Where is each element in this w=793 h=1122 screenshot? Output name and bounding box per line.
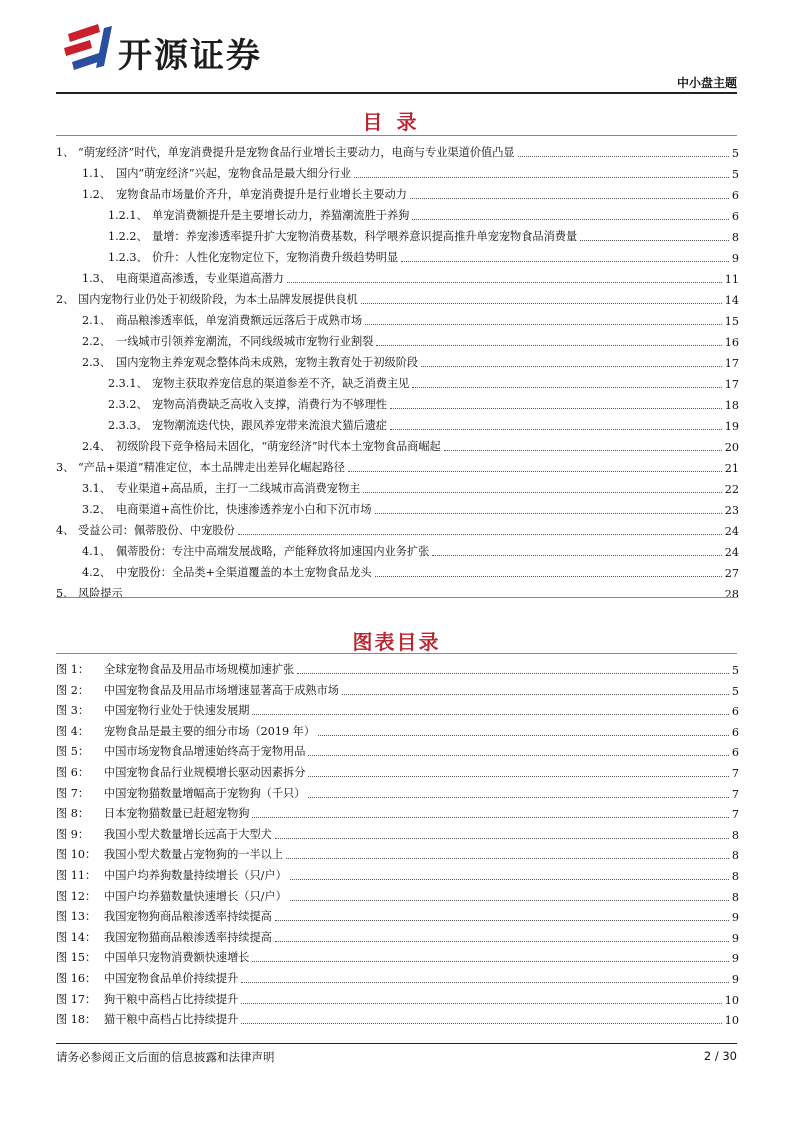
figure-entry-number: 图 17： bbox=[56, 992, 97, 1006]
toc-entry-page: 21 bbox=[724, 462, 739, 475]
figures-top-rule bbox=[56, 653, 737, 654]
toc-top-rule bbox=[56, 135, 737, 136]
toc-entry-page: 19 bbox=[724, 420, 739, 433]
figure-entry-page: 7 bbox=[731, 808, 739, 822]
leader-dots bbox=[421, 366, 722, 367]
toc-entry-text: 宠物食品市场量价齐升，单宠消费提升是行业增长主要动力 bbox=[116, 188, 407, 201]
leader-dots bbox=[375, 576, 722, 577]
leader-dots bbox=[318, 735, 729, 736]
toc-entry[interactable] bbox=[56, 559, 739, 580]
toc-entry[interactable] bbox=[56, 517, 739, 538]
leader-dots bbox=[308, 797, 728, 798]
leader-dots bbox=[432, 555, 721, 556]
toc-entry-text: 受益公司：佩蒂股份、中宠股份 bbox=[78, 524, 235, 537]
toc-entry-number: 1、 bbox=[56, 146, 75, 159]
toc-entry-page: 28 bbox=[724, 588, 739, 601]
leader-dots bbox=[290, 900, 729, 901]
toc-entry[interactable] bbox=[56, 160, 739, 181]
toc-entry[interactable] bbox=[56, 139, 739, 160]
leader-dots bbox=[241, 1003, 721, 1004]
leader-dots bbox=[390, 408, 722, 409]
figure-entry[interactable] bbox=[56, 780, 739, 801]
figure-entry-page: 9 bbox=[731, 973, 739, 986]
leader-dots bbox=[297, 673, 729, 674]
leader-dots bbox=[390, 429, 722, 430]
leader-dots bbox=[412, 387, 721, 388]
figure-entry[interactable] bbox=[56, 656, 739, 677]
figure-entry[interactable] bbox=[56, 944, 739, 965]
figure-entry-number: 图 1： bbox=[56, 663, 90, 676]
toc-entry-number: 4.2、 bbox=[82, 566, 111, 579]
figure-entry-text: 我国宠物猫商品粮渗透率持续提高 bbox=[104, 930, 272, 944]
figure-entry-number: 图 9： bbox=[56, 827, 90, 841]
toc-entry-text: 国内宠物主养宠观念整体尚未成熟，宠物主教育处于初级阶段 bbox=[116, 356, 419, 369]
toc-title: 目录 bbox=[362, 110, 431, 134]
figure-entry-text: 我国宠物狗商品粮渗透率持续提高 bbox=[104, 910, 272, 924]
toc-entry-page: 27 bbox=[724, 567, 739, 580]
toc-entry-number: 1.2.2、 bbox=[108, 230, 148, 243]
figure-entry-page: 6 bbox=[731, 746, 739, 760]
leader-dots bbox=[376, 345, 721, 346]
figure-entry-text: 狗干粮中高档占比持续提升 bbox=[104, 992, 239, 1006]
figure-entry-number: 图 16： bbox=[56, 972, 97, 985]
toc-entry-number: 2.1、 bbox=[82, 314, 111, 327]
toc-bottom-rule bbox=[56, 597, 737, 598]
toc-entry-page: 17 bbox=[724, 378, 739, 391]
toc-entry-page: 17 bbox=[724, 357, 739, 370]
toc-entry-text: 电商渠道高渗透，专业渠道高潜力 bbox=[116, 272, 284, 285]
figure-entry-number: 图 6： bbox=[56, 766, 90, 779]
figure-entry-page: 6 bbox=[731, 725, 739, 739]
figure-entry-page: 8 bbox=[731, 849, 739, 863]
toc-entry[interactable] bbox=[56, 307, 739, 328]
leader-dots bbox=[287, 282, 722, 283]
figure-entry-text: 我国小型犬数量占宠物狗的一半以上 bbox=[104, 848, 284, 862]
leader-dots bbox=[375, 513, 722, 514]
leader-dots bbox=[290, 879, 729, 880]
leader-dots bbox=[308, 755, 728, 756]
figure-entry[interactable] bbox=[56, 800, 739, 821]
leader-dots bbox=[401, 261, 729, 262]
toc-entry[interactable] bbox=[56, 412, 739, 433]
header-divider bbox=[56, 92, 737, 94]
leader-dots bbox=[275, 920, 729, 921]
leader-dots bbox=[286, 858, 729, 859]
toc-entry-text: 中宠股份：全品类+全渠道覆盖的本土宠物食品龙头 bbox=[116, 566, 372, 579]
figure-entry-page: 9 bbox=[731, 911, 739, 925]
figure-entry[interactable] bbox=[56, 738, 739, 759]
leader-dots bbox=[238, 534, 722, 535]
report-section-tag: 中小盘主题 bbox=[676, 76, 737, 90]
leader-dots bbox=[348, 471, 722, 472]
figure-entry-text: 中国户均养狗数量持续增长（只/户） bbox=[104, 869, 287, 882]
toc-entry-text: 风险提示 bbox=[78, 587, 123, 600]
toc-entry-text: 电商渠道+高性价比，快速渗透养宠小白和下沉市场 bbox=[116, 503, 372, 516]
toc-entry-number: 1.3、 bbox=[82, 272, 111, 285]
toc-entry-page: 11 bbox=[724, 273, 739, 286]
figure-entry-text: 中国市场宠物食品增速始终高于宠物用品 bbox=[104, 745, 306, 759]
leader-dots bbox=[580, 240, 729, 241]
toc-entry-page: 9 bbox=[731, 252, 739, 265]
toc-entry[interactable] bbox=[56, 202, 739, 223]
figure-entry-number: 图 18： bbox=[56, 1013, 97, 1027]
figure-entry-number: 图 10： bbox=[56, 848, 97, 862]
figure-entry[interactable] bbox=[56, 677, 739, 698]
toc-entry-page: 24 bbox=[724, 525, 739, 538]
leader-dots bbox=[308, 776, 728, 777]
toc-entry-text: 商品粮渗透率低，单宠消费额远远落后于成熟市场 bbox=[116, 314, 363, 327]
figures-title: 图表目录 bbox=[352, 630, 441, 654]
figure-entry-text: 猫干粮中高档占比持续提升 bbox=[104, 1013, 239, 1027]
figure-entry-page: 5 bbox=[731, 684, 739, 698]
figure-entry[interactable] bbox=[56, 821, 739, 842]
figure-entry-text: 中国户均养猫数量快速增长（只/户） bbox=[104, 889, 287, 903]
figure-entry-page: 8 bbox=[731, 870, 739, 883]
toc-entry-page: 24 bbox=[724, 546, 739, 559]
figure-entry-number: 图 12： bbox=[56, 889, 97, 903]
toc-entry-text: 宠物主获取养宠信息的渠道参差不齐，缺乏消费主见 bbox=[152, 377, 410, 390]
figure-entry-text: 中国宠物食品及用品市场增速显著高于成熟市场 bbox=[104, 683, 339, 697]
toc-entry-text: 宠物潮流迭代快，跟风养宠带来流浪犬猫后遗症 bbox=[152, 419, 387, 432]
toc-entry-number: 2.2、 bbox=[82, 335, 111, 348]
toc-entry[interactable] bbox=[56, 349, 739, 370]
figure-entry[interactable] bbox=[56, 1006, 739, 1027]
toc-entry[interactable] bbox=[56, 181, 739, 202]
toc-entry-text: “萌宠经济”时代，单宠消费提升是宠物食品行业增长主要动力，电商与专业渠道价值凸显 bbox=[78, 146, 515, 159]
figure-entry[interactable] bbox=[56, 903, 739, 924]
footer-divider bbox=[56, 1043, 737, 1044]
toc-entry-page: 6 bbox=[731, 210, 739, 223]
figure-entry-text: 我国小型犬数量增长远高于大型犬 bbox=[104, 827, 272, 841]
figure-entry-page: 7 bbox=[731, 787, 739, 801]
figure-entry-number: 图 11： bbox=[56, 869, 97, 882]
figure-entry-number: 图 7： bbox=[56, 786, 90, 800]
leader-dots bbox=[241, 982, 729, 983]
leader-dots bbox=[275, 941, 729, 942]
toc-entry-number: 2.4、 bbox=[82, 440, 111, 453]
toc-entry[interactable] bbox=[56, 223, 739, 244]
figure-entry-text: 中国宠物食品单价持续提升 bbox=[104, 972, 239, 985]
figure-entry-text: 宠物食品是最主要的细分市场（2019 年） bbox=[104, 724, 316, 738]
toc-entry-page: 5 bbox=[731, 147, 739, 160]
leader-dots bbox=[354, 177, 729, 178]
toc-entry-number: 1.2.1、 bbox=[108, 209, 148, 222]
toc-entry-number: 4.1、 bbox=[82, 545, 111, 558]
figure-entry-number: 图 14： bbox=[56, 930, 97, 944]
toc-entry-number: 1.2.3、 bbox=[108, 251, 148, 264]
toc-entry[interactable] bbox=[56, 244, 739, 265]
figure-entry-page: 7 bbox=[731, 767, 739, 780]
figure-entry[interactable] bbox=[56, 697, 739, 718]
figure-entry-text: 中国宠物食品行业规模增长驱动因素拆分 bbox=[104, 766, 306, 779]
figure-entry-number: 图 2： bbox=[56, 683, 90, 697]
toc-entry-page: 15 bbox=[724, 315, 739, 328]
figure-entry-text: 全球宠物食品及用品市场规模加速扩张 bbox=[104, 663, 295, 676]
toc-entry-number: 2.3.2、 bbox=[108, 398, 148, 411]
figure-entry-number: 图 4： bbox=[56, 724, 90, 738]
toc-entry-text: 单宠消费额提升是主要增长动力，养猫潮流胜于养狗 bbox=[152, 209, 410, 222]
toc-entry-number: 4、 bbox=[56, 524, 75, 537]
leader-dots bbox=[275, 838, 729, 839]
toc-entry[interactable] bbox=[56, 265, 739, 286]
toc-entry-page: 18 bbox=[724, 399, 739, 412]
leader-dots bbox=[363, 492, 721, 493]
toc-entry-text: 宠物高消费缺乏高收入支撑，消费行为不够理性 bbox=[152, 398, 387, 411]
figure-entry-text: 日本宠物猫数量已赶超宠物狗 bbox=[104, 807, 250, 821]
leader-dots bbox=[361, 303, 722, 304]
toc-entry-page: 20 bbox=[724, 441, 739, 454]
toc-entry-text: 专业渠道+高品质，主打一二线城市高消费宠物主 bbox=[116, 482, 361, 495]
toc-entry-page: 23 bbox=[724, 504, 739, 517]
toc-entry-number: 3.1、 bbox=[82, 482, 111, 495]
page-number: 2 / 30 bbox=[703, 1049, 737, 1063]
toc-entry[interactable] bbox=[56, 328, 739, 349]
figure-entry-text: 中国宠物猫数量增幅高于宠物狗（千只） bbox=[104, 786, 306, 800]
toc-entry-text: 国内宠物行业仍处于初级阶段，为本土品牌发展提供良机 bbox=[78, 293, 358, 306]
toc-entry-number: 2.3.3、 bbox=[108, 419, 148, 432]
figure-entry-page: 8 bbox=[731, 828, 739, 842]
toc-entry-page: 22 bbox=[724, 483, 739, 496]
figure-entry[interactable] bbox=[56, 841, 739, 862]
toc-entry-page: 14 bbox=[724, 294, 739, 307]
toc-entry-page: 5 bbox=[731, 168, 739, 181]
leader-dots bbox=[365, 324, 722, 325]
figure-entry[interactable] bbox=[56, 965, 739, 986]
toc-entry-number: 2.3、 bbox=[82, 356, 111, 369]
footer-disclaimer: 请务必参阅正文后面的信息披露和法律声明 bbox=[56, 1050, 275, 1064]
figure-entry-text: 中国宠物行业处于快速发展期 bbox=[104, 704, 250, 718]
leader-dots bbox=[241, 1023, 721, 1024]
leader-dots bbox=[252, 714, 728, 715]
toc-entry-text: 量增：养宠渗透率提升扩大宠物消费基数，科学喂养意识提高推升单宠宠物食品消费量 bbox=[152, 230, 578, 243]
toc-entry-text: “产品+渠道”精准定位，本土品牌走出差异化崛起路径 bbox=[78, 461, 345, 474]
toc-entry[interactable] bbox=[56, 454, 739, 475]
figure-entry[interactable] bbox=[56, 924, 739, 945]
toc-entry-number: 2、 bbox=[56, 293, 75, 306]
figure-entry-page: 10 bbox=[724, 993, 739, 1007]
figure-entry-number: 图 15： bbox=[56, 951, 97, 965]
figure-entry-page: 9 bbox=[731, 931, 739, 945]
toc-entry-page: 6 bbox=[731, 189, 739, 202]
figure-entry-page: 5 bbox=[731, 664, 739, 677]
leader-dots bbox=[518, 156, 729, 157]
figure-entry[interactable] bbox=[56, 862, 739, 883]
leader-dots bbox=[444, 450, 722, 451]
company-name: 开源证券 bbox=[118, 36, 262, 76]
toc-entry-number: 1.2、 bbox=[82, 188, 111, 201]
toc-entry[interactable] bbox=[56, 475, 739, 496]
figure-entry-number: 图 5： bbox=[56, 745, 90, 759]
leader-dots bbox=[342, 694, 729, 695]
toc-entry-number: 2.3.1、 bbox=[108, 377, 148, 390]
figure-entry-page: 10 bbox=[724, 1014, 739, 1028]
figure-entry-number: 图 13： bbox=[56, 910, 97, 924]
figure-entry-page: 6 bbox=[731, 705, 739, 719]
figure-entry-number: 图 3： bbox=[56, 704, 90, 718]
figure-entry[interactable] bbox=[56, 718, 739, 739]
toc-entry[interactable] bbox=[56, 538, 739, 559]
toc-entry[interactable] bbox=[56, 370, 739, 391]
toc-entry[interactable] bbox=[56, 391, 739, 412]
figure-entry-page: 9 bbox=[731, 952, 739, 966]
toc-entry-number: 3.2、 bbox=[82, 503, 111, 516]
leader-dots bbox=[252, 961, 728, 962]
leader-dots bbox=[410, 198, 729, 199]
leader-dots bbox=[252, 817, 728, 818]
figure-entry-number: 图 8： bbox=[56, 807, 90, 821]
toc-entry[interactable] bbox=[56, 496, 739, 517]
toc-entry[interactable] bbox=[56, 433, 739, 454]
toc-entry-number: 5、 bbox=[56, 587, 75, 600]
toc-entry-text: 一线城市引领养宠潮流，不同线级城市宠物行业割裂 bbox=[116, 335, 374, 348]
toc-entry-number: 3、 bbox=[56, 461, 75, 474]
figure-entry-text: 中国单只宠物消费额快速增长 bbox=[104, 951, 250, 965]
figure-entry-page: 8 bbox=[731, 890, 739, 904]
toc-entry-text: 价升：人性化宠物定位下，宠物消费升级趋势明显 bbox=[152, 251, 399, 264]
toc-entry-number: 1.1、 bbox=[82, 167, 111, 180]
toc-entry-text: 国内“萌宠经济”兴起，宠物食品是最大细分行业 bbox=[116, 167, 352, 180]
toc-entry-text: 佩蒂股份：专注中高端发展战略，产能释放将加速国内业务扩张 bbox=[116, 545, 430, 558]
figure-entry[interactable] bbox=[56, 986, 739, 1007]
toc-entry-text: 初级阶段下竞争格局未固化，“萌宠经济”时代本土宠物食品商崛起 bbox=[116, 440, 441, 453]
figure-entry[interactable] bbox=[56, 759, 739, 780]
leader-dots bbox=[412, 219, 729, 220]
toc-entry-page: 8 bbox=[731, 231, 739, 244]
figure-entry[interactable] bbox=[56, 883, 739, 904]
toc-entry[interactable] bbox=[56, 286, 739, 307]
toc-entry-page: 16 bbox=[724, 336, 739, 349]
